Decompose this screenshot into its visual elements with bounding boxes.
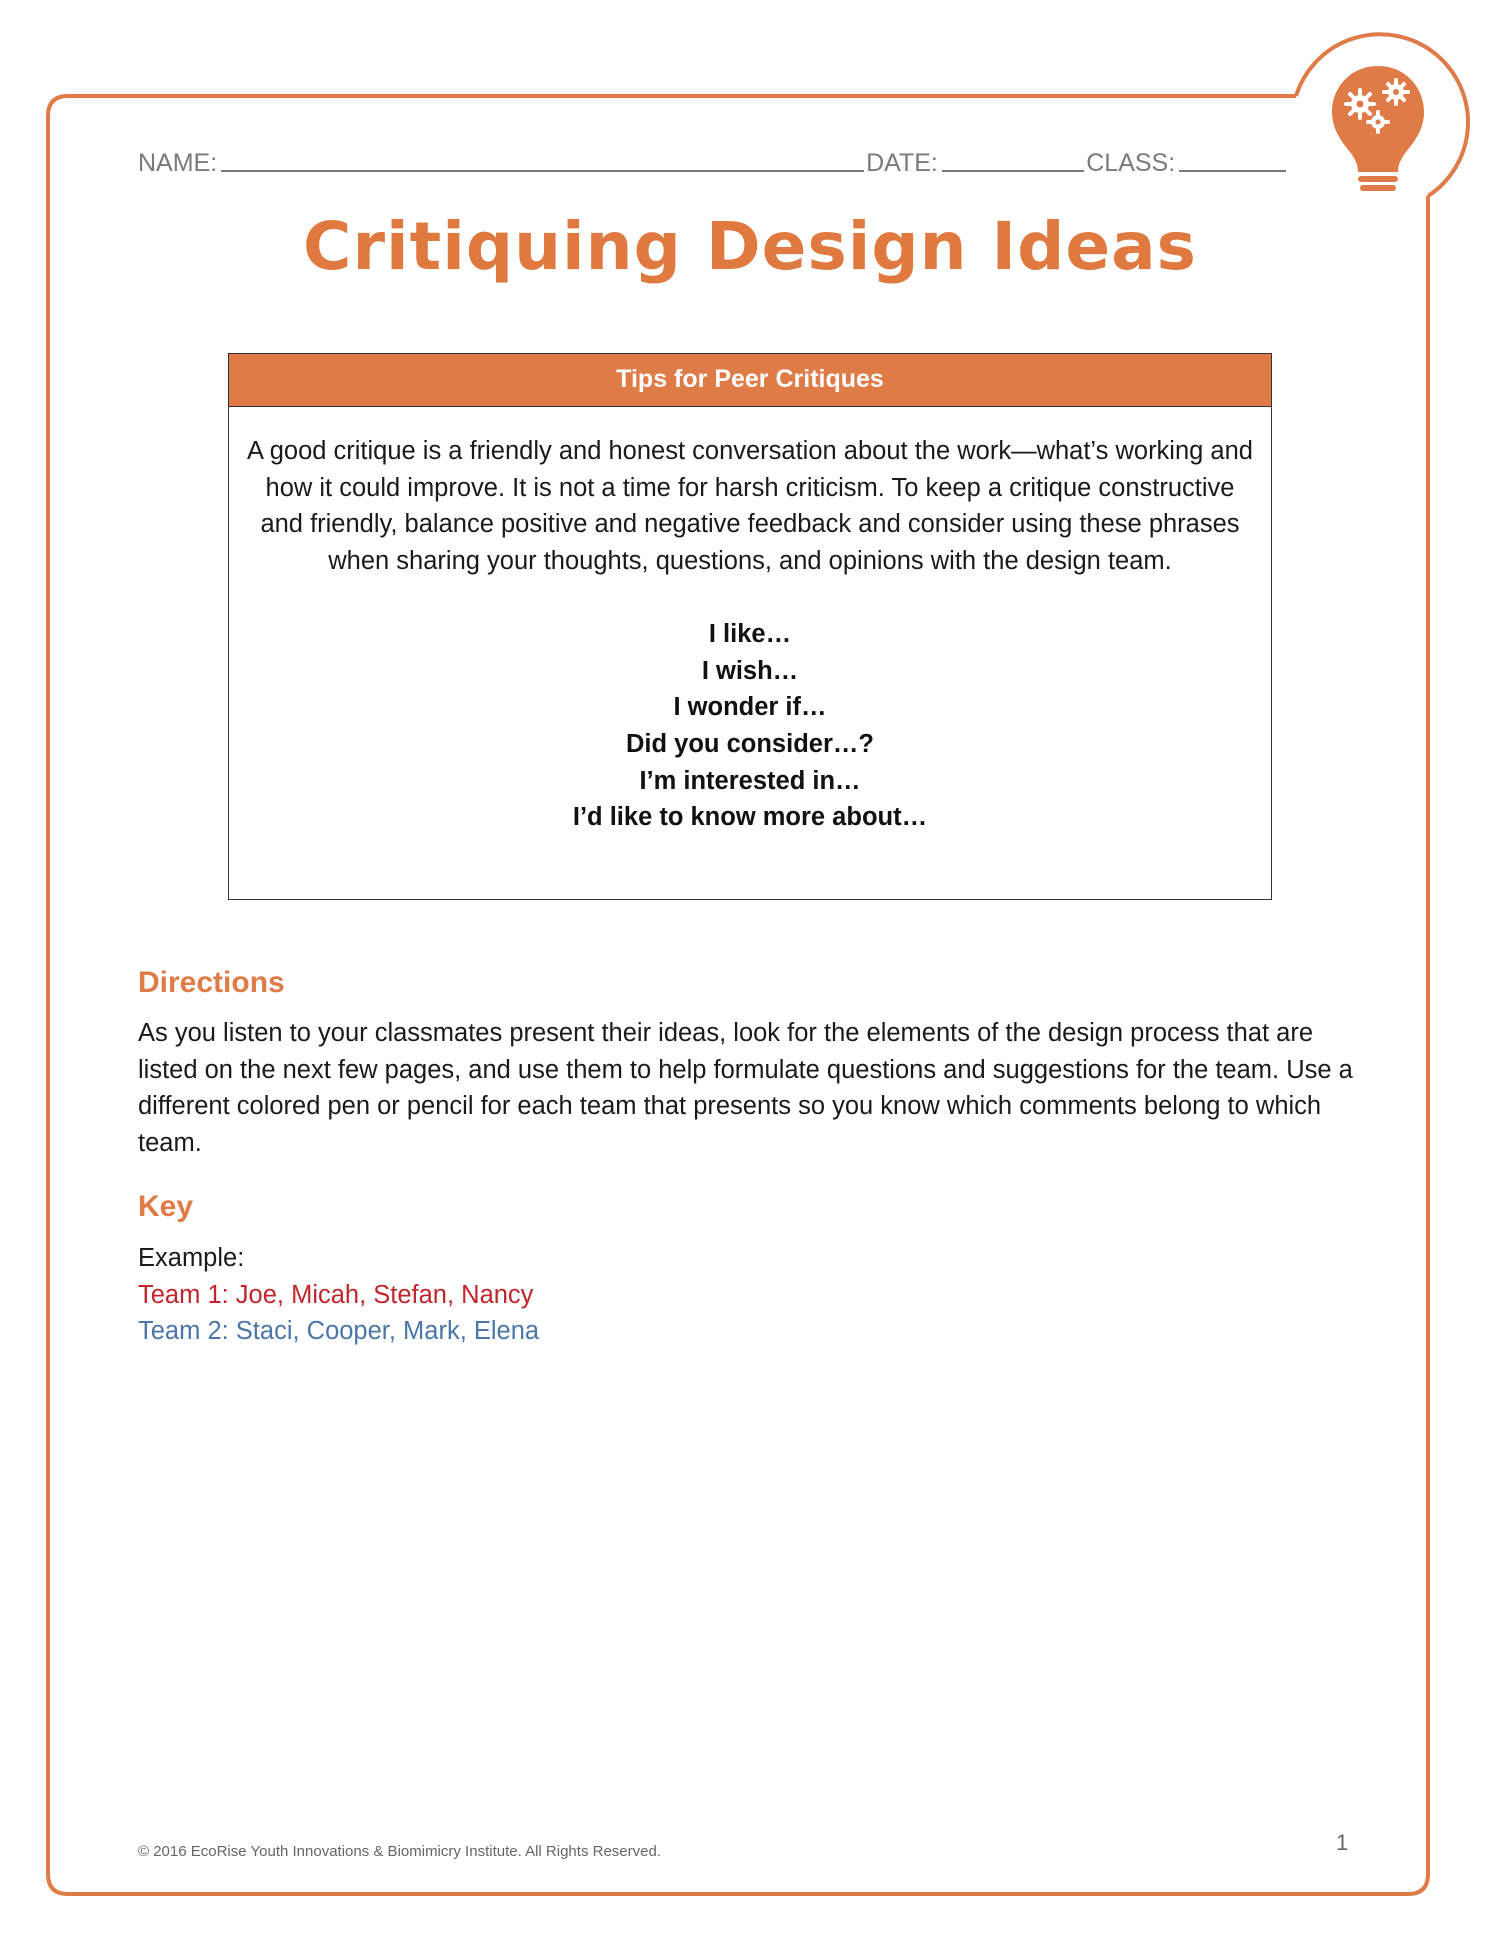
header-fields	[138, 144, 1288, 178]
phrase-item: I wish…	[701, 656, 799, 685]
date-field[interactable]	[942, 144, 1084, 172]
tips-heading: Tips for Peer Critiques	[229, 354, 1271, 407]
phrase-item: I’m interested in…	[639, 766, 861, 795]
tips-body: A good critique is a friendly and honest conversation about the work—what’s working and how it could improve. It is not a time for harsh criticism. To keep a critique constructive and friendly, balance positive and negative feedback and consider using these phrases when sharing your thoughts, questions, and opinions with the design team.	[247, 437, 1253, 576]
date-label: DATE:	[866, 149, 938, 177]
copyright-footer: © 2016 EcoRise Youth Innovations & Biomimicry Institute. All Rights Reserved.	[138, 1843, 661, 1860]
example-label: Example:	[138, 1244, 245, 1272]
key-heading: Key	[138, 1190, 194, 1223]
tips-box	[228, 353, 1272, 900]
directions-heading: Directions	[138, 966, 285, 999]
directions-text: As you listen to your classmates present their ideas, look for the elements of the design process that are listed on the next few pages, and use them to help formulate questions and suggestions for the team. Use a different colored pen or pencil for each team that presents so you know which comments belong to which team.	[138, 1019, 1353, 1158]
team1-example: Team 1: Joe, Micah, Stefan, Nancy	[138, 1280, 534, 1309]
class-label: CLASS:	[1086, 149, 1176, 177]
page-title: Critiquing Design Ideas	[303, 208, 1197, 285]
class-field[interactable]	[1179, 144, 1286, 172]
phrase-item: I’d like to know more about…	[572, 803, 928, 832]
phrase-item: I like…	[708, 619, 792, 648]
phrase-item: Did you consider…?	[626, 729, 874, 758]
page-number: 1	[1336, 1830, 1349, 1855]
name-label: NAME:	[138, 149, 218, 177]
name-field[interactable]	[221, 144, 864, 172]
lightbulb-gears-icon	[1332, 66, 1424, 191]
phrase-item: I wonder if…	[673, 693, 827, 722]
key-block	[138, 1240, 539, 1350]
team2-example: Team 2: Staci, Cooper, Mark, Elena	[138, 1317, 540, 1346]
phrase-list	[229, 616, 1271, 836]
